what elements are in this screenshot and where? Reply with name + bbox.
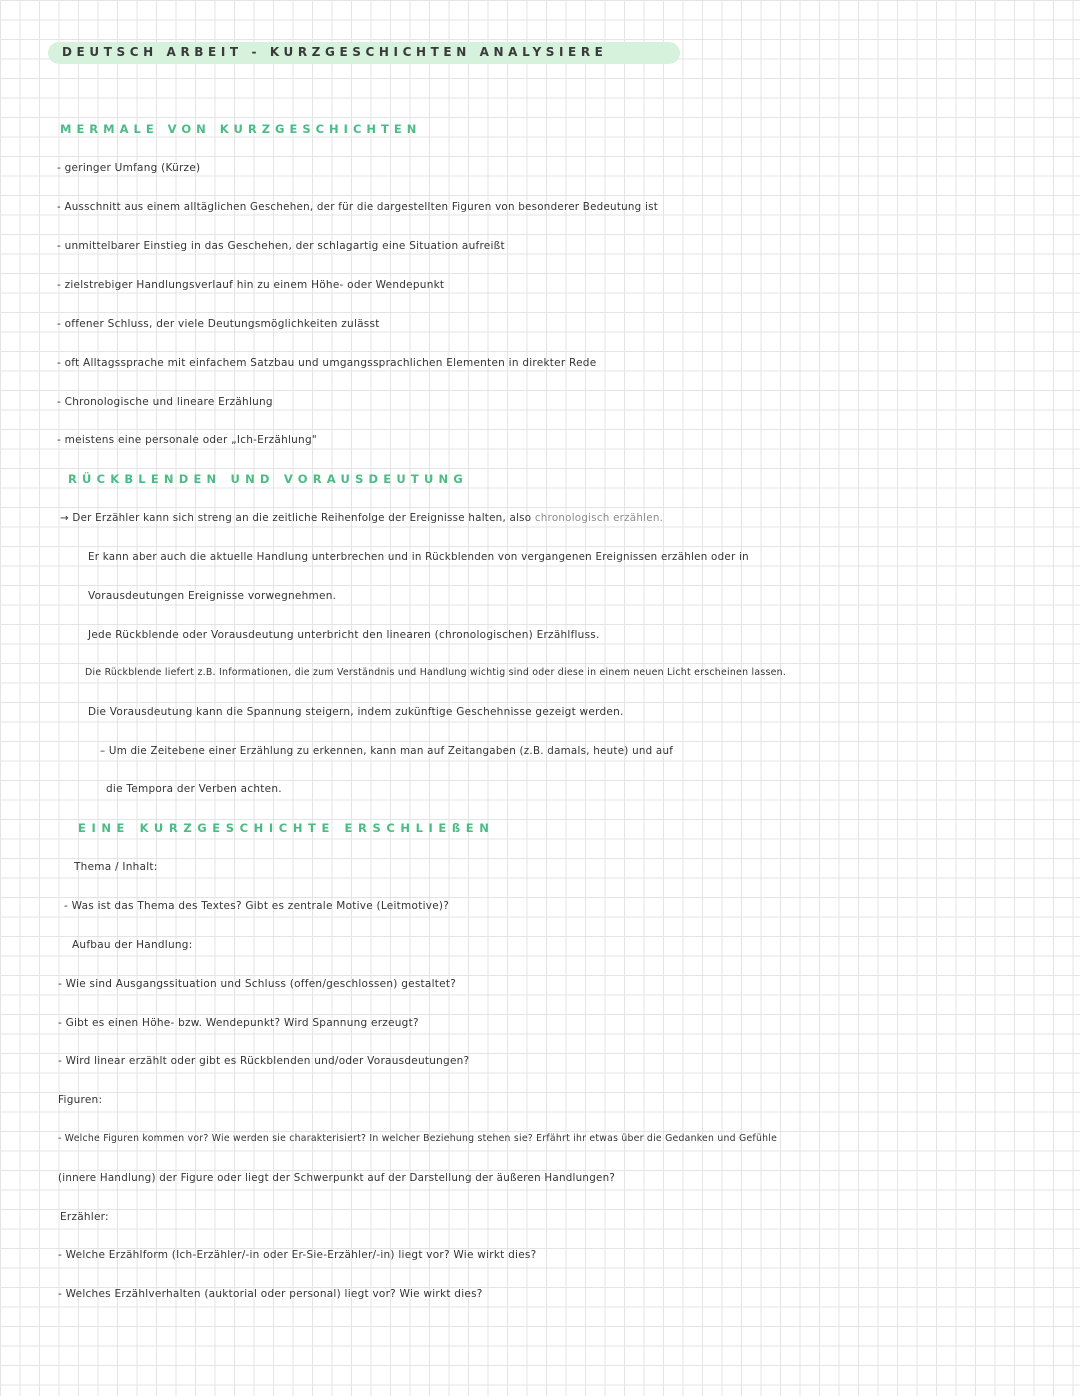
list-item: - meistens eine personale oder „Ich-Erzählung": [57, 434, 317, 446]
list-item: - Welche Figuren kommen vor? Wie werden sie charakterisiert? In welcher Beziehung stehen sie? Erfährt ihr etwas über die Gedanken und Gefühle: [58, 1133, 778, 1144]
section-heading-rueckblenden: RÜCKBLENDEN UND VORAUSDEUTUNG: [68, 472, 468, 486]
paragraph-line: Die Rückblende liefert z.B. Informationen, die zum Verständnis und Handlung wichtig sind oder diese in einem neuen Licht erscheinen lassen.: [85, 667, 787, 678]
subheading: Thema / Inhalt:: [74, 861, 158, 873]
paragraph-line: Die Vorausdeutung kann die Spannung steigern, indem zukünftige Geschehnisse gezeigt werden.: [88, 706, 624, 718]
paragraph-line: – Um die Zeitebene einer Erzählung zu erkennen, kann man auf Zeitangaben (z.B. damals, heute) und auf: [100, 745, 674, 757]
paragraph-line: die Tempora der Verben achten.: [106, 783, 282, 795]
line-text: → Der Erzähler kann sich streng an die zeitliche Reihenfolge der Ereignisse halten, also: [60, 512, 532, 524]
page-title: DEUTSCH ARBEIT - KURZGESCHICHTEN ANALYSIERE: [62, 45, 608, 59]
paragraph-line: Er kann aber auch die aktuelle Handlung unterbrechen und in Rückblenden von vergangenen Ereignissen erzählen oder in: [88, 551, 749, 563]
list-item: - zielstrebiger Handlungsverlauf hin zu einem Höhe- oder Wendepunkt: [57, 279, 445, 291]
subheading: Aufbau der Handlung:: [72, 939, 193, 951]
list-item: - geringer Umfang (Kürze): [57, 162, 201, 174]
list-item: (innere Handlung) der Figure oder liegt der Schwerpunkt auf der Darstellung der äußeren Handlungen?: [58, 1172, 616, 1184]
subheading: Figuren:: [58, 1094, 103, 1106]
section-heading-merkmale: MERMALE VON KURZGESCHICHTEN: [60, 122, 422, 136]
list-item: - unmittelbarer Einstieg in das Geschehen, der schlagartig eine Situation aufreißt: [57, 240, 505, 252]
list-item: - Welches Erzählverhalten (auktorial oder personal) liegt vor? Wie wirkt dies?: [58, 1288, 483, 1300]
section-heading-erschliessen: EINE KURZGESCHICHTE ERSCHLIEßEN: [78, 821, 495, 835]
subheading: Erzähler:: [60, 1211, 109, 1223]
list-item: - Gibt es einen Höhe- bzw. Wendepunkt? Wird Spannung erzeugt?: [58, 1017, 419, 1029]
list-item: - Wie sind Ausgangssituation und Schluss (offen/geschlossen) gestaltet?: [58, 978, 457, 990]
list-item: - Was ist das Thema des Textes? Gibt es zentrale Motive (Leitmotive)?: [64, 900, 450, 912]
paragraph-line: Vorausdeutungen Ereignisse vorwegnehmen.: [88, 590, 337, 602]
paragraph-line: [60, 512, 663, 524]
list-item: - oft Alltagssprache mit einfachem Satzbau und umgangssprachlichen Elementen in direkter Rede: [57, 357, 597, 369]
paragraph-line: Jede Rückblende oder Vorausdeutung unterbricht den linearen (chronologischen) Erzählfluss.: [88, 629, 600, 641]
list-item: - Welche Erzählform (Ich-Erzähler/-in oder Er-Sie-Erzähler/-in) liegt vor? Wie wirkt dies?: [58, 1249, 537, 1261]
line-text-tail: chronologisch erzählen.: [534, 512, 664, 524]
list-item: - Chronologische und lineare Erzählung: [57, 396, 273, 408]
list-item: - Ausschnitt aus einem alltäglichen Geschehen, der für die dargestellten Figuren von besonderer Bedeutung ist: [57, 201, 658, 213]
list-item: - offener Schluss, der viele Deutungsmöglichkeiten zulässt: [57, 318, 380, 330]
list-item: - Wird linear erzählt oder gibt es Rückblenden und/oder Vorausdeutungen?: [58, 1055, 470, 1067]
